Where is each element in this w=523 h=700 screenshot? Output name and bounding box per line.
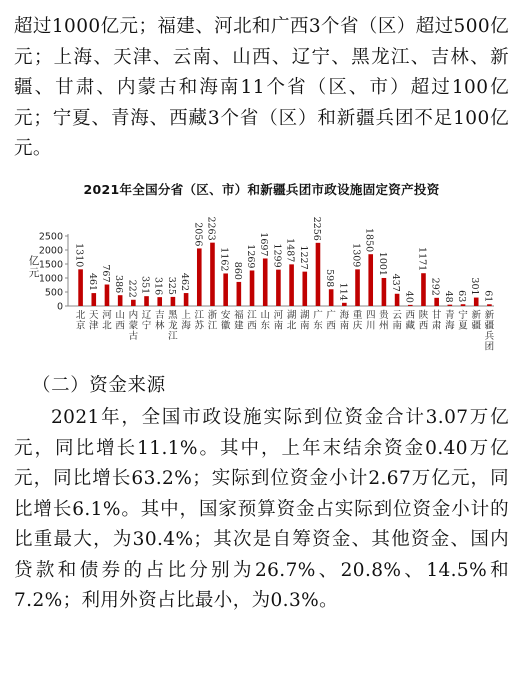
y-tick-label: 0	[56, 301, 63, 313]
province-investment-bar-chart	[0, 198, 523, 370]
category-label-char: 贵	[379, 310, 389, 321]
data-label-黑龙江: 325	[165, 276, 177, 295]
bar-四川	[368, 254, 373, 306]
category-label-char: 江	[207, 320, 218, 332]
category-label-char: 南	[339, 320, 350, 332]
data-label-海南: 114	[337, 282, 349, 301]
data-label-辽宁: 351	[139, 276, 151, 295]
data-label-北京: 1310	[73, 243, 85, 268]
category-label-char: 湖	[286, 310, 297, 321]
bar-江苏	[197, 248, 202, 306]
category-label-char: 云	[392, 310, 402, 321]
bar-上海	[184, 293, 189, 306]
paragraph-investment-by-province: 超过1000亿元；福建、河北和广西3个省（区）超过500亿元；上海、天津、云南、山西、辽宁、黑龙江、吉林、新疆、甘肃、内蒙古和海南11个省（区、市）超过100亿元；宁夏、青海、西藏3个省（区）和新疆兵团不足100亿元。	[14, 16, 509, 159]
category-label-char: 吉	[154, 310, 165, 321]
category-label-char: 宁	[141, 320, 152, 332]
category-label-char: 南	[273, 320, 284, 332]
bar-新疆兵团	[487, 304, 492, 306]
bar-浙江	[210, 243, 215, 306]
category-label-char: 北	[286, 320, 297, 332]
category-label-char: 东	[260, 320, 270, 332]
category-label-char: 建	[234, 320, 244, 332]
category-label-char: 江	[247, 310, 257, 321]
category-label-char: 京	[75, 320, 86, 332]
data-label-吉林: 316	[152, 277, 164, 296]
category-label-char: 疆	[484, 320, 495, 332]
bar-陕西	[421, 273, 426, 306]
category-label-char: 苏	[194, 320, 205, 332]
bar-河北	[105, 285, 110, 306]
bar-湖南	[302, 272, 307, 306]
bar-黑龙江	[171, 297, 176, 306]
bar-云南	[395, 294, 400, 306]
category-label-char: 海	[181, 320, 191, 332]
category-label-char: 湖	[300, 310, 310, 321]
data-label-江西: 1269	[245, 244, 257, 269]
bar-北京	[78, 269, 83, 306]
chart-title: 2021年全国分省（区、市）和新疆兵团市政设施固定资产投资	[83, 182, 440, 197]
data-label-河南: 1299	[271, 243, 283, 268]
data-label-江苏: 2056	[192, 222, 204, 247]
y-tick-label: 2000	[38, 245, 63, 257]
data-label-重庆: 1309	[350, 243, 362, 268]
category-label-char: 新	[471, 310, 481, 321]
category-label-char: 辽	[141, 310, 152, 321]
category-label-char: 黑	[168, 310, 178, 321]
bar-湖北	[289, 264, 294, 306]
data-label-甘肃: 292	[429, 277, 441, 296]
category-label-char: 甘	[431, 310, 442, 321]
category-label-char: 安	[220, 310, 231, 321]
category-label-char: 东	[313, 320, 323, 332]
category-label-char: 津	[89, 320, 99, 332]
y-tick-label: 2500	[38, 231, 63, 243]
bar-广西	[329, 289, 334, 306]
data-label-山东: 1697	[258, 232, 270, 257]
data-label-内蒙古: 222	[126, 279, 138, 298]
bar-安徽	[223, 273, 228, 306]
paragraph-funding-source: 2021年，全国市政设施实际到位资金合计3.07万亿元，同比增长11.1%。其中，上年末结余资金0.40万亿元，同比增长63.2%；实际到位资金小计2.67万亿元，同比增长6.1%。其中，国家预算资金占实际到位资金小计的比重最大，为30.4%；其次是自筹资金、其他资金、国内贷款和债券的占比分别为26.7%、20.8%、14.5%和7.2%；利用外资占比最小，为0.3%。	[14, 407, 509, 611]
category-label-char: 州	[379, 320, 389, 332]
category-label-char: 团	[484, 341, 495, 353]
category-label-char: 天	[89, 310, 99, 321]
category-label-char: 疆	[471, 320, 481, 332]
data-label-天津: 461	[86, 272, 98, 292]
data-label-山西: 386	[113, 275, 125, 294]
data-label-湖南: 1227	[297, 245, 309, 270]
bar-新疆	[474, 298, 479, 306]
category-label-char: 西	[405, 310, 416, 321]
category-label-char: 山	[260, 310, 270, 321]
category-label-char: 山	[115, 310, 125, 321]
category-label-char: 内	[128, 310, 139, 321]
bar-江西	[250, 270, 255, 306]
category-label-char: 河	[102, 310, 112, 321]
category-label-char: 龙	[168, 320, 178, 332]
category-label-char: 兵	[484, 331, 495, 342]
category-label-char: 古	[128, 331, 139, 342]
category-label-char: 四	[365, 310, 376, 321]
data-label-上海: 462	[179, 272, 191, 292]
category-label-char: 川	[365, 320, 376, 332]
y-tick-label: 1500	[38, 259, 63, 271]
category-label-char: 河	[273, 310, 284, 321]
bar-山西	[118, 295, 123, 306]
data-label-广东: 2256	[310, 216, 322, 241]
data-label-宁夏: 63	[456, 290, 468, 303]
category-label-char: 陕	[418, 310, 429, 321]
category-label-char: 青	[445, 310, 455, 321]
category-label-char: 夏	[458, 320, 468, 332]
category-label-char: 西	[247, 320, 257, 332]
bar-广东	[316, 243, 321, 306]
category-label-char: 藏	[405, 320, 416, 332]
data-label-安徽: 1162	[218, 247, 230, 272]
y-tick-label: 1000	[38, 273, 63, 285]
category-label-char: 西	[115, 320, 125, 332]
bar-河南	[276, 270, 281, 306]
section-heading-funding-source: （二）资金来源	[32, 375, 166, 396]
bar-西藏	[408, 305, 413, 306]
category-label-char: 福	[234, 310, 244, 321]
data-label-福建: 860	[231, 261, 243, 280]
bar-天津	[91, 293, 96, 306]
data-label-河北: 767	[99, 264, 111, 283]
data-label-湖北: 1487	[284, 238, 296, 263]
category-label-char: 南	[392, 320, 402, 332]
bar-海南	[342, 303, 347, 306]
bar-辽宁	[144, 296, 149, 306]
bar-青海	[448, 305, 453, 306]
bar-山东	[263, 258, 268, 306]
category-label-char: 江	[194, 310, 205, 321]
category-label-char: 新	[484, 310, 495, 321]
bar-福建	[237, 282, 242, 306]
data-label-贵州: 1001	[376, 251, 388, 276]
data-label-四川: 1850	[363, 228, 375, 253]
category-label-char: 林	[154, 320, 165, 332]
category-label-char: 蒙	[128, 320, 139, 332]
y-tick-label: 500	[44, 287, 63, 299]
y-axis-title-char: 元	[28, 267, 40, 279]
data-label-陕西: 1171	[416, 247, 428, 272]
bar-甘肃	[434, 298, 439, 306]
category-label-char: 北	[75, 310, 86, 321]
data-label-青海: 48	[442, 290, 454, 303]
category-label-char: 西	[418, 320, 429, 332]
data-label-西藏: 40	[403, 290, 415, 303]
category-label-char: 宁	[458, 310, 468, 321]
data-label-新疆: 301	[469, 277, 481, 296]
category-label-char: 重	[352, 310, 363, 321]
category-label-char: 上	[181, 310, 191, 321]
y-axis-title-char: 亿	[28, 255, 40, 267]
category-label-char: 北	[102, 320, 112, 332]
data-label-新疆兵团: 61	[482, 290, 494, 303]
data-label-云南: 437	[390, 273, 402, 292]
category-label-char: 江	[168, 331, 178, 342]
category-label-char: 西	[326, 320, 336, 332]
category-label-char: 浙	[207, 310, 218, 321]
bar-吉林	[157, 297, 162, 306]
category-label-char: 肃	[431, 320, 442, 332]
category-label-char: 广	[326, 310, 336, 321]
category-label-char: 徽	[220, 320, 231, 332]
data-label-浙江: 2263	[205, 216, 217, 241]
category-label-char: 南	[300, 320, 310, 332]
bar-宁夏	[461, 304, 466, 306]
data-label-广西: 598	[324, 269, 336, 288]
bar-贵州	[382, 278, 387, 306]
bar-内蒙古	[131, 300, 136, 306]
category-label-char: 海	[445, 320, 455, 332]
category-label-char: 海	[339, 310, 350, 321]
category-label-char: 广	[313, 310, 323, 321]
category-label-char: 庆	[352, 320, 363, 332]
bar-重庆	[355, 269, 360, 306]
